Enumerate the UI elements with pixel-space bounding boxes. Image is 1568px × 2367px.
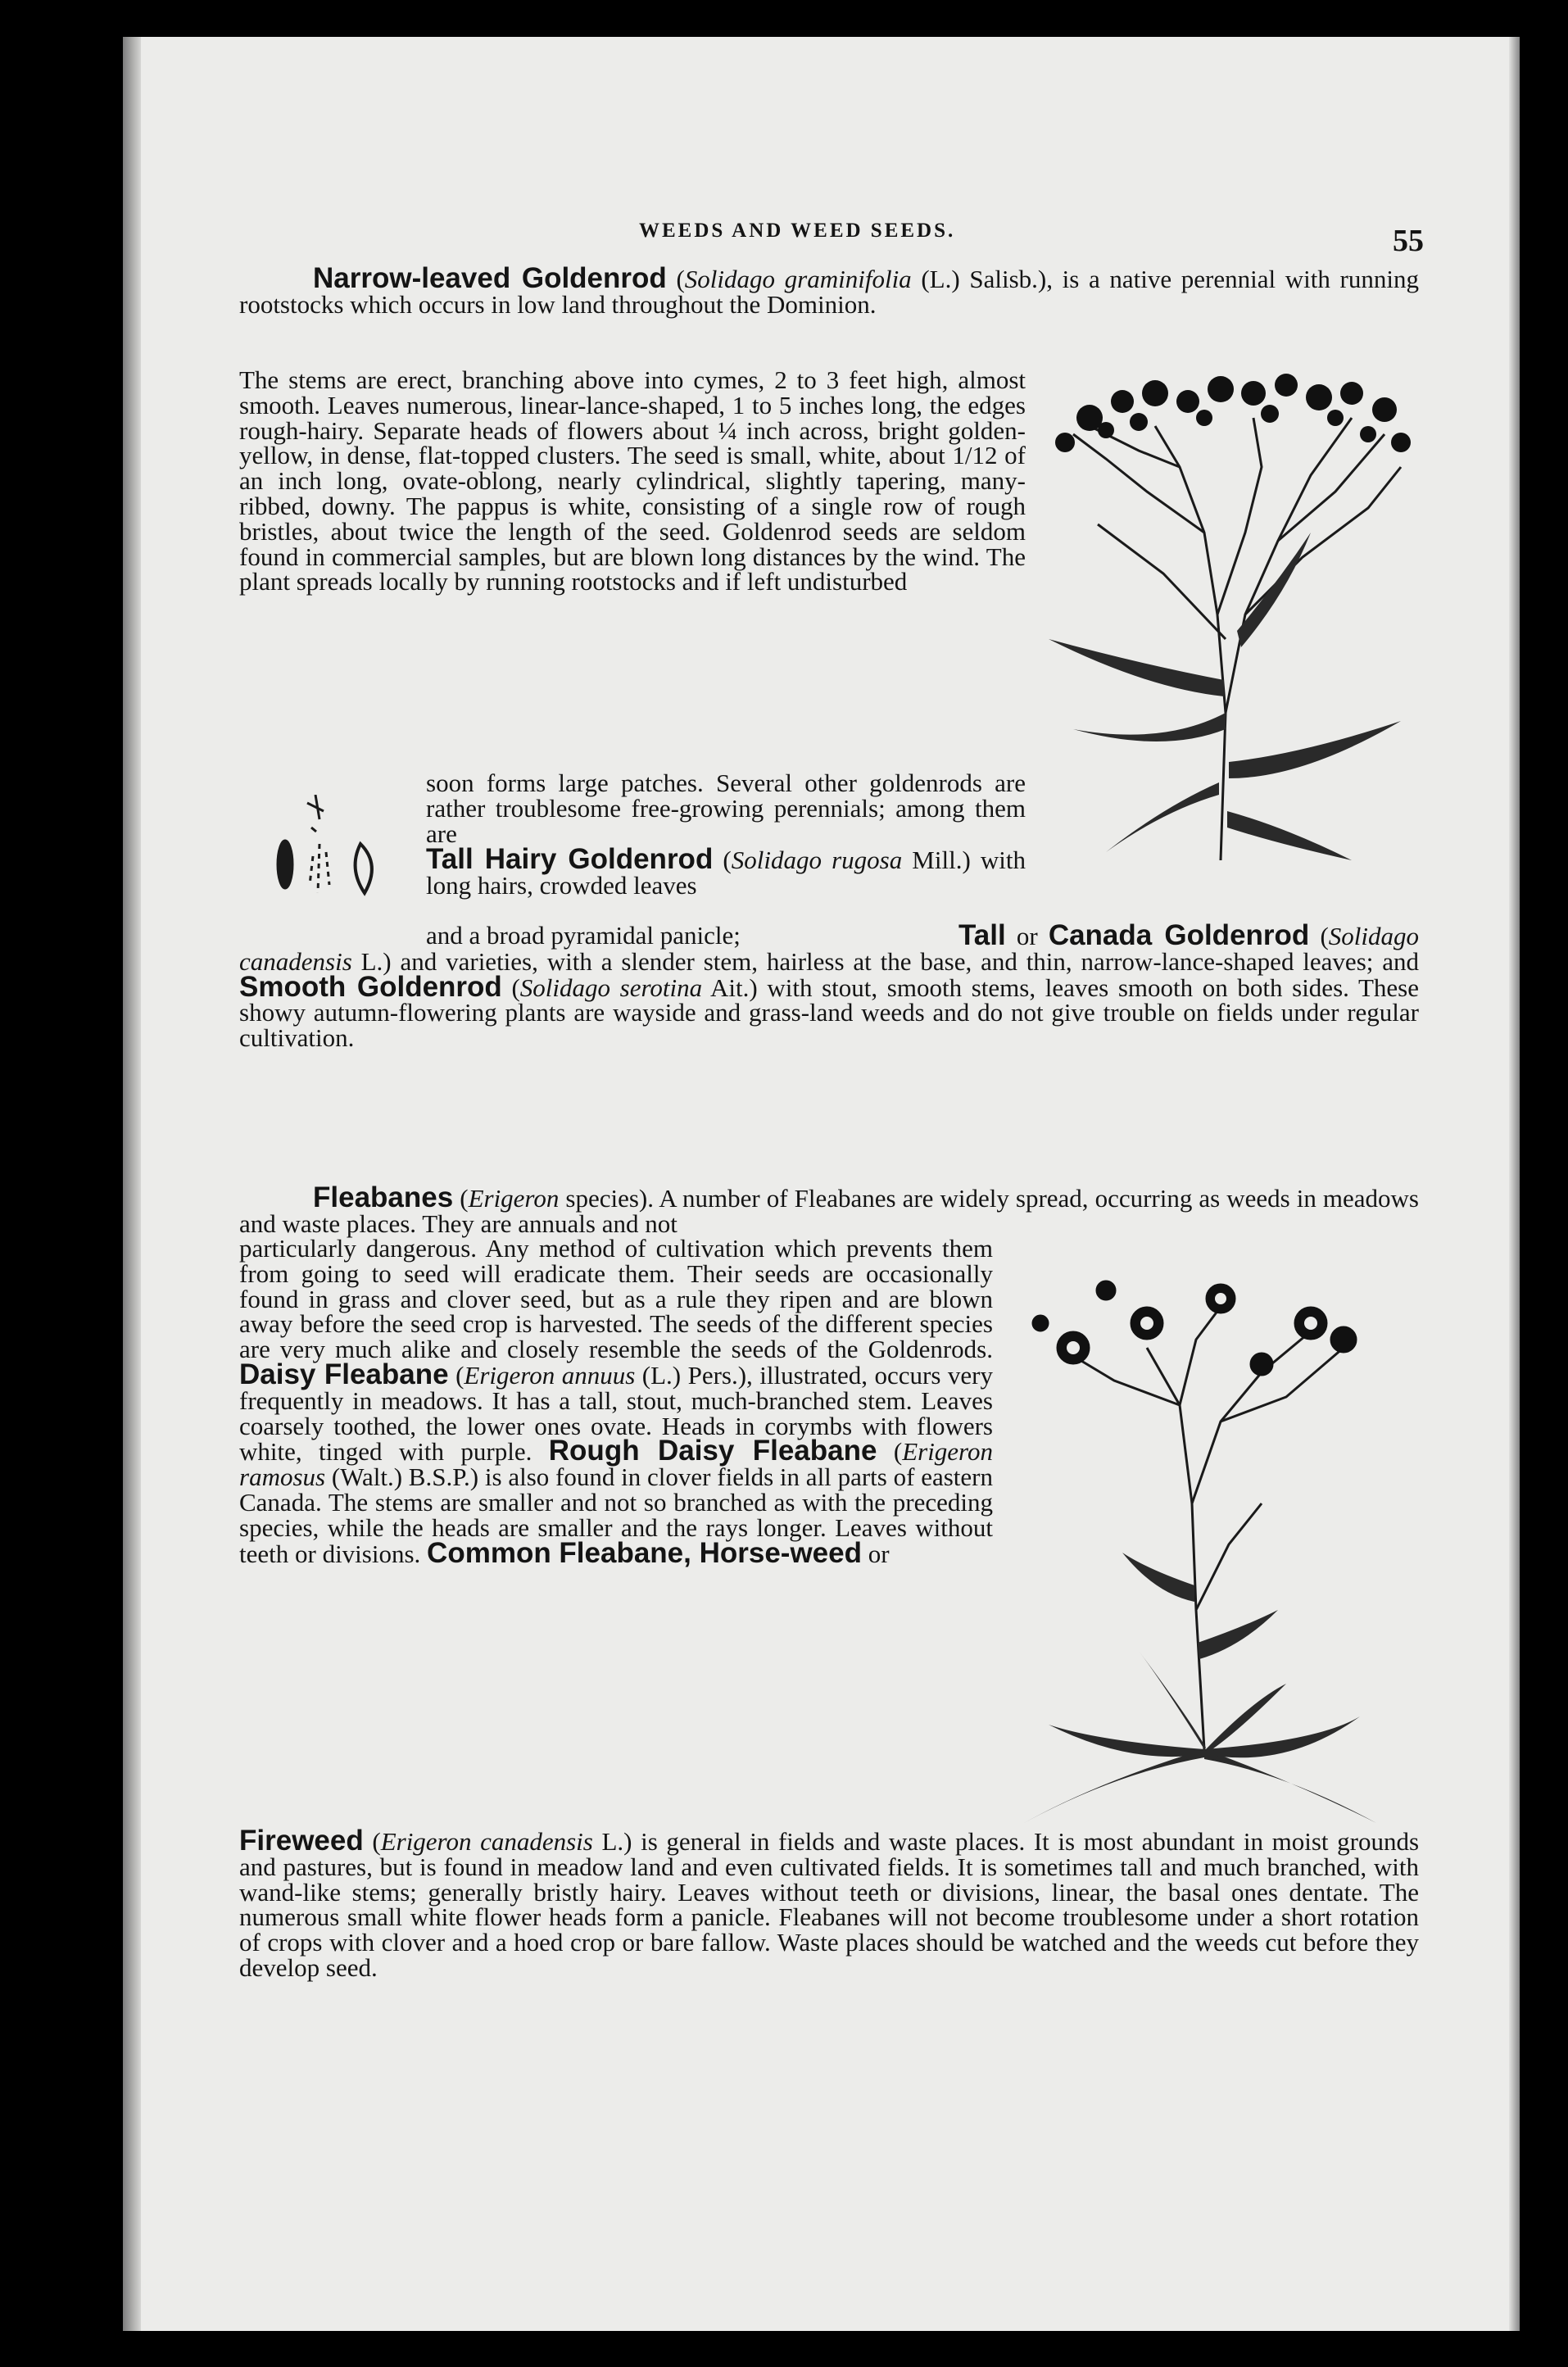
common-fleabane-heading: Common Fleabane, Horse-weed <box>427 1536 862 1569</box>
running-title: WEEDS AND WEED SEEDS. <box>639 220 956 242</box>
daisy-fleabane-heading: Daisy Fleabane <box>239 1358 449 1390</box>
scientific-name: Solidago graminifolia <box>684 265 912 293</box>
tall-hairy-goldenrod-heading: Tall Hairy Goldenrod <box>426 843 714 875</box>
fleabanes-intro: Fleabanes (Erigeron species). A number of Fleabanes are widely spread, occurring as weeds in meadows and waste places. They are annuals and not <box>239 1181 1419 1238</box>
goldenrod-plant-illustration <box>1040 369 1417 868</box>
tall-goldenrod-heading: Tall <box>958 919 1006 951</box>
fireweed-heading: Fireweed <box>239 1825 364 1857</box>
goldenrod-seed-illustration <box>262 795 393 909</box>
page-binding-shadow <box>123 37 141 2331</box>
smooth-goldenrod-heading: Smooth Goldenrod <box>239 970 502 1003</box>
rough-daisy-fleabane-heading: Rough Daisy Fleabane <box>548 1435 877 1467</box>
goldenrod-other-species: soon forms large patches. Several other goldenrods are rather troublesome free-growing perennials; among them are <box>426 769 1026 848</box>
goldenrod-panicle: and a broad pyramidal panicle; <box>426 921 741 950</box>
goldenrod-description: The stems are erect, branching above into cymes, 2 to 3 feet high, almost smooth. Leaves numerous, linear-lance-shaped, 1 to 5 inches long, the edges rough-hairy. Separate heads of flowers about ¼ inch across, bright golden-yellow, in dense, flat-topped clusters. The seed is small, white, about 1/12 of an inch long, ovate-oblong, nearly cylindrical, slightly tapering, many-ribbed, downy. The pappus is white, consisting of a single row of rough bristles, about twice the length of the seed. Goldenrod seeds are seldom found in commercial samples, but are blown long distances by the wind. The plant spreads locally by running rootstocks and if left undisturbed <box>239 365 1026 596</box>
page-edge-shadow <box>1509 37 1520 2331</box>
goldenrod-varieties: Tall or Canada Goldenrod (Solidago canadensis L.) and varieties, with a slender stem, hairless at the base, and thin, narrow-lance-shaped leaves; and Smooth Goldenrod (Solidago serotina Ait.) with stout, smooth stems, leaves smooth on both sides. These showy autumn-flowering plants are wayside and grass-land weeds and do not give trouble on fields under regular cultivation. <box>239 919 1419 1053</box>
canada-goldenrod-heading: Canada Goldenrod <box>1048 919 1310 951</box>
fleabanes-description: particularly dangerous. Any method of cultivation which prevents them from going to seed will eradicate them. Their seeds are occasionally found in grass and clover seed, but as a rule they ripen and are blown away before the seed crop is harvested. The seeds of the different species are very much alike and closely resemble the seeds of the Goldenrods. Daisy Fleabane (Erigeron annuus (L.) Pers.), illustrated, occurs very frequently in meadows. It has a tall, stout, much-branched stem. Leaves coarsely toothed, the lower ones ovate. Heads in corymbs with flowers white, tinged with purple. Rough Daisy Fleabane (Erigeron ramosus (Walt.) B.S.P.) is also found in clover fields in all parts of eastern Canada. The stems are smaller and not so branched as with the preceding species, while the heads are smaller and the rays longer. Leaves without teeth or divisions. Common Fleabane, Horse-weed or <box>239 1234 993 1569</box>
goldenrod-intro: Narrow-leaved Goldenrod (Solidago graminifolia (L.) Salisb.), is a native perennial with running rootstocks which occurs in low land throughout the Dominion. <box>239 262 1419 319</box>
page-number: 55 <box>1393 224 1424 258</box>
tall-hairy-goldenrod: Tall Hairy Goldenrod (Solidago rugosa Mill.) with long hairs, crowded leaves <box>426 843 1026 900</box>
fireweed-description: Fireweed (Erigeron canadensis L.) is general in fields and waste places. It is most abundant in moist grounds and pastures, but is found in meadow land and even cultivated fields. It is sometimes tall and much branched, with wand-like stems; generally bristly hairy. Leaves without teeth or divisions, linear, the basal ones dentate. The numerous small white flower heads form a panicle. Fleabanes will not become troublesome under a short rotation of crops with clover and a hoed crop or bare fallow. Waste places should be watched and the weeds cut before they develop seed. <box>239 1825 1420 1982</box>
daisy-fleabane-illustration <box>1016 1258 1393 1823</box>
narrow-leaved-goldenrod-heading: Narrow-leaved Goldenrod <box>313 262 667 294</box>
fleabanes-heading: Fleabanes <box>313 1181 454 1213</box>
